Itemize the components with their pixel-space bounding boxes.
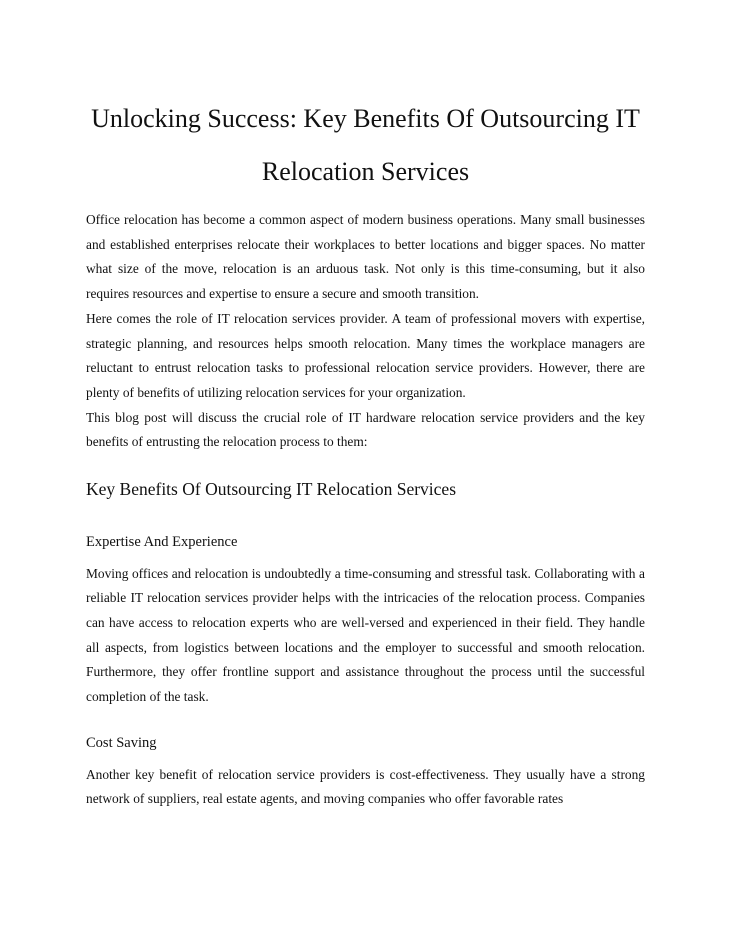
cost-saving-paragraph: Another key benefit of relocation service providers is cost-effectiveness. They usually have a strong network of suppliers, real estate agents, and moving companies who offer favorable rates (86, 766, 645, 807)
sub-heading-cost-saving: Cost Saving (86, 734, 157, 751)
document-title: Unlocking Success: Key Benefits Of Outsourcing IT Relocation Services (91, 104, 640, 186)
intro-paragraph-1: Office relocation has become a common aspect of modern business operations. Many small businesses and established enterprises relocate their workplaces to better locations and bigger spaces. No matter what size of the move, relocation is an arduous task. Not only is this time-consuming, but it also requires resources and expertise to ensure a secure and smooth transition. (86, 212, 645, 302)
sub-heading-expertise-and-experience: Expertise And Experience (86, 533, 238, 550)
intro-paragraph-2: Here comes the role of IT relocation services provider. A team of professional movers with expertise, strategic planning, and resources helps smooth relocation. Many times the workplace managers are reluctant to entrust relocation tasks to professional relocation service providers. However, there are plenty of benefits of utilizing relocation services for your organization. (86, 310, 645, 400)
intro-paragraph-3: This blog post will discuss the crucial role of IT hardware relocation service providers and the key benefits of entrusting the relocation process to them: (86, 409, 645, 450)
section-heading-key-benefits: Key Benefits Of Outsourcing IT Relocation Services (86, 479, 457, 500)
expertise-paragraph: Moving offices and relocation is undoubtedly a time-consuming and stressful task. Collaborating with a reliable IT relocation services provider helps with the intricacies of the relocation process. Companies can have access to relocation experts who are well-versed and experienced in their field. They handle all aspects, from logistics between locations and the employer to successful and smooth relocation. Furthermore, they offer frontline support and assistance throughout the process until the successful completion of the task. (86, 565, 645, 705)
